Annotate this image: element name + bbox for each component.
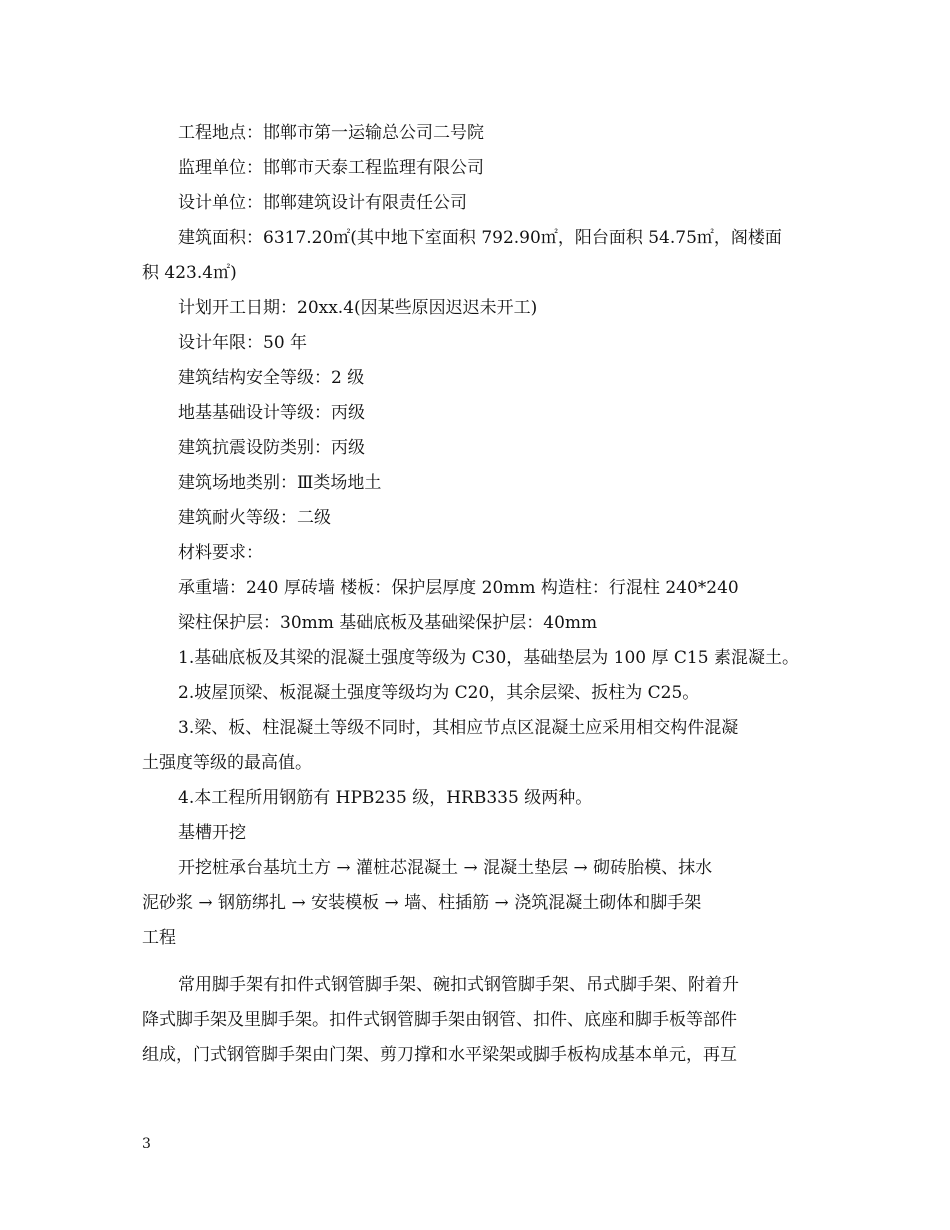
text-line-start-date: 计划开工日期：20xx.4(因某些原因迟迟未开工) <box>178 298 538 318</box>
text-line-item-3-cont: 土强度等级的最高值。 <box>142 753 312 773</box>
text-line-design-unit: 设计单位：邯郸建筑设计有限责任公司 <box>178 193 467 213</box>
text-line-foundation-grade: 地基基础设计等级：丙级 <box>178 403 365 423</box>
text-line-building-area-cont: 积 423.4㎡) <box>142 263 237 283</box>
text-line-trench-heading: 基槽开挖 <box>178 823 246 843</box>
text-line-scaffold-3: 组成，门式钢管脚手架由门架、剪刀撑和水平梁架或脚手板构成基本单元，再互 <box>142 1045 737 1065</box>
text-line-building-area: 建筑面积：6317.20㎡(其中地下室面积 792.90㎡，阳台面积 54.75㎡，阁楼面 <box>178 228 782 248</box>
text-line-item-4: 4.本工程所用钢筋有 HPB235 级，HRB335 级两种。 <box>178 788 593 808</box>
text-line-material-heading: 材料要求： <box>178 543 263 563</box>
text-line-fire-grade: 建筑耐火等级：二级 <box>178 508 331 528</box>
text-line-safety-grade: 建筑结构安全等级：2 级 <box>178 368 365 388</box>
text-line-process-1: 开挖桩承台基坑土方 → 灌桩芯混凝土 → 混凝土垫层 → 砌砖胎模、抹水 <box>178 858 713 878</box>
text-line-scaffold-1: 常用脚手架有扣件式钢管脚手架、碗扣式钢管脚手架、吊式脚手架、附着升 <box>178 975 739 995</box>
text-line-process-3: 工程 <box>142 928 176 948</box>
text-line-process-2: 泥砂浆 → 钢筋绑扎 → 安装模板 → 墙、柱插筋 → 浇筑混凝土砌体和脚手架 <box>142 893 702 913</box>
text-line-item-2: 2.坡屋顶梁、板混凝土强度等级均为 C20，其余层梁、扳柱为 C25。 <box>178 683 700 703</box>
text-line-seismic-category: 建筑抗震设防类别：丙级 <box>178 438 365 458</box>
text-line-cover: 梁柱保护层：30mm 基础底板及基础梁保护层：40mm <box>178 613 598 633</box>
text-line-project-location: 工程地点：邯郸市第一运输总公司二号院 <box>178 123 484 143</box>
page-number: 3 <box>142 1136 151 1152</box>
text-line-design-life: 设计年限：50 年 <box>178 333 308 353</box>
text-line-item-3: 3.梁、板、柱混凝土等级不同时，其相应节点区混凝土应采用相交构件混凝 <box>178 718 739 738</box>
text-line-item-1: 1.基础底板及其梁的混凝土强度等级为 C30，基础垫层为 100 厚 C15 素混凝土。 <box>178 648 799 668</box>
paragraph-gap <box>142 956 822 968</box>
text-line-site-category: 建筑场地类别：Ⅲ类场地土 <box>178 473 382 493</box>
text-line-supervision-unit: 监理单位：邯郸市天泰工程监理有限公司 <box>178 158 484 178</box>
text-line-scaffold-2: 降式脚手架及里脚手架。扣件式钢管脚手架由钢管、扣件、底座和脚手板等部件 <box>142 1010 737 1030</box>
text-line-walls: 承重墙：240 厚砖墙 楼板：保护层厚度 20mm 构造柱：行混柱 240*240 <box>178 578 739 598</box>
document-body <box>142 116 822 1073</box>
